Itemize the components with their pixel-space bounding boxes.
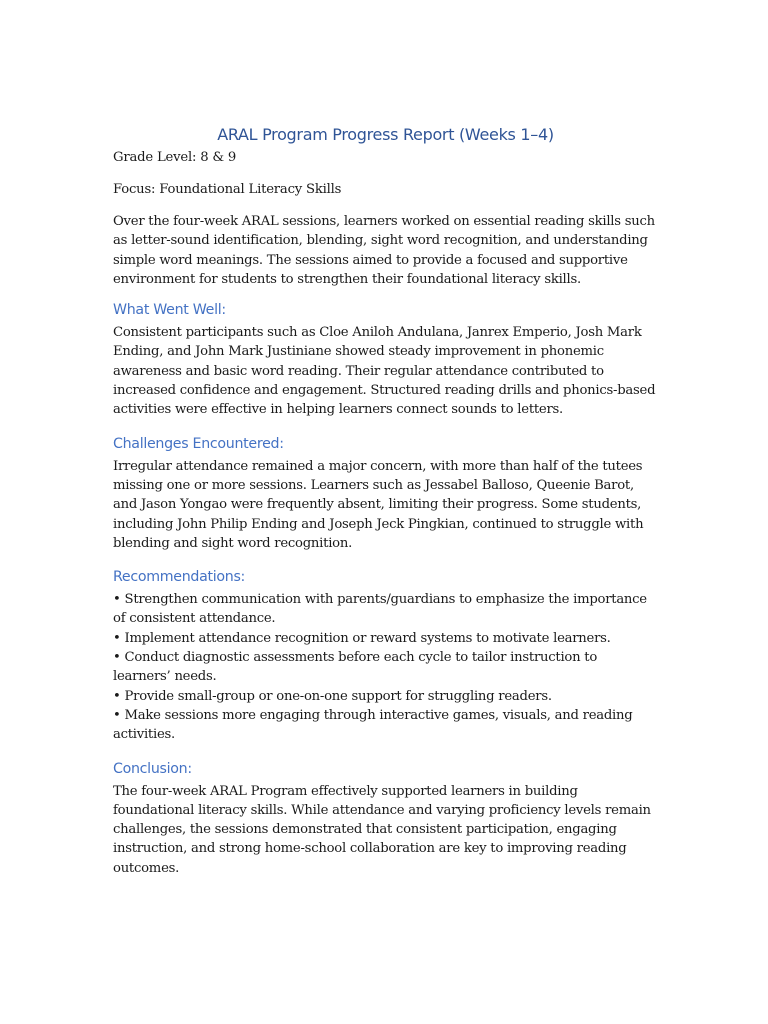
- heading-recommendations: Recommendations:: [113, 569, 246, 586]
- section-recommendations: [113, 567, 658, 744]
- list-item: [113, 648, 658, 687]
- list-item-text: Make sessions more engaging through interactive games, visuals, and reading activities.: [113, 707, 633, 743]
- section-conclusion: [113, 759, 658, 878]
- section-challenges: [113, 434, 658, 553]
- heading-what-went-well: What Went Well:: [113, 302, 226, 319]
- heading-conclusion: Conclusion:: [113, 760, 192, 777]
- list-item: [113, 706, 658, 745]
- what-went-well-paragraph: Consistent participants such as Cloe Aniloh Andulana, Janrex Emperio, Josh Mark Ending, and John Mark Justiniane showed steady improvement in phonemic awareness and basic word reading. Their regular attendance contributed to increased confidence and engagement. Structured reading drills and phonics-based activities were effective in helping learners connect sounds to letters.: [113, 325, 656, 418]
- challenges-paragraph: Irregular attendance remained a major concern, with more than half of the tutees missing one or more sessions. Learners such as Jessabel Balloso, Queenie Barot, and Jason Yongao were frequently absent, limiting their progress. Some students, including John Philip Ending and Joseph Jeck Pingkian, continued to struggle with blending and sight word recognition.: [113, 458, 644, 551]
- recommendations-list: [113, 590, 658, 744]
- bullet-icon: •: [113, 630, 121, 646]
- intro-paragraph: Over the four-week ARAL sessions, learners worked on essential reading skills such as letter-sound identification, blending, sight word recognition, and understanding simple word meanings. The sessions aimed to provide a focused and supportive environment for students to strengthen their foundational literacy skills.: [113, 214, 655, 287]
- list-item-text: Provide small-group or one-on-one support for struggling readers.: [124, 688, 552, 704]
- document-body: [113, 124, 658, 878]
- heading-challenges: Challenges Encountered:: [113, 435, 284, 452]
- list-item: [113, 687, 658, 706]
- list-item-text: Implement attendance recognition or reward systems to motivate learners.: [124, 630, 611, 646]
- bullet-icon: •: [113, 650, 121, 666]
- conclusion-paragraph: The four-week ARAL Program effectively supported learners in building foundational literacy skills. While attendance and varying proficiency levels remain challenges, the sessions demonstrated that consistent participation, engaging instruction, and strong home-school collaboration are key to improving reading outcomes.: [113, 783, 651, 876]
- bullet-icon: •: [113, 707, 121, 723]
- document-title: ARAL Program Progress Report (Weeks 1–4): [217, 125, 554, 144]
- section-what-went-well: [113, 300, 658, 419]
- focus-line: Focus: Foundational Literacy Skills: [113, 182, 342, 197]
- bullet-icon: •: [113, 688, 121, 704]
- list-item: [113, 590, 658, 629]
- grade-level: Grade Level: 8 & 9: [113, 150, 237, 165]
- list-item-text: Conduct diagnostic assessments before each cycle to tailor instruction to learners’ needs.: [113, 650, 598, 685]
- list-item-text: Strengthen communication with parents/guardians to emphasize the importance of consistent attendance.: [113, 592, 647, 627]
- bullet-icon: •: [113, 592, 121, 608]
- list-item: [113, 629, 658, 648]
